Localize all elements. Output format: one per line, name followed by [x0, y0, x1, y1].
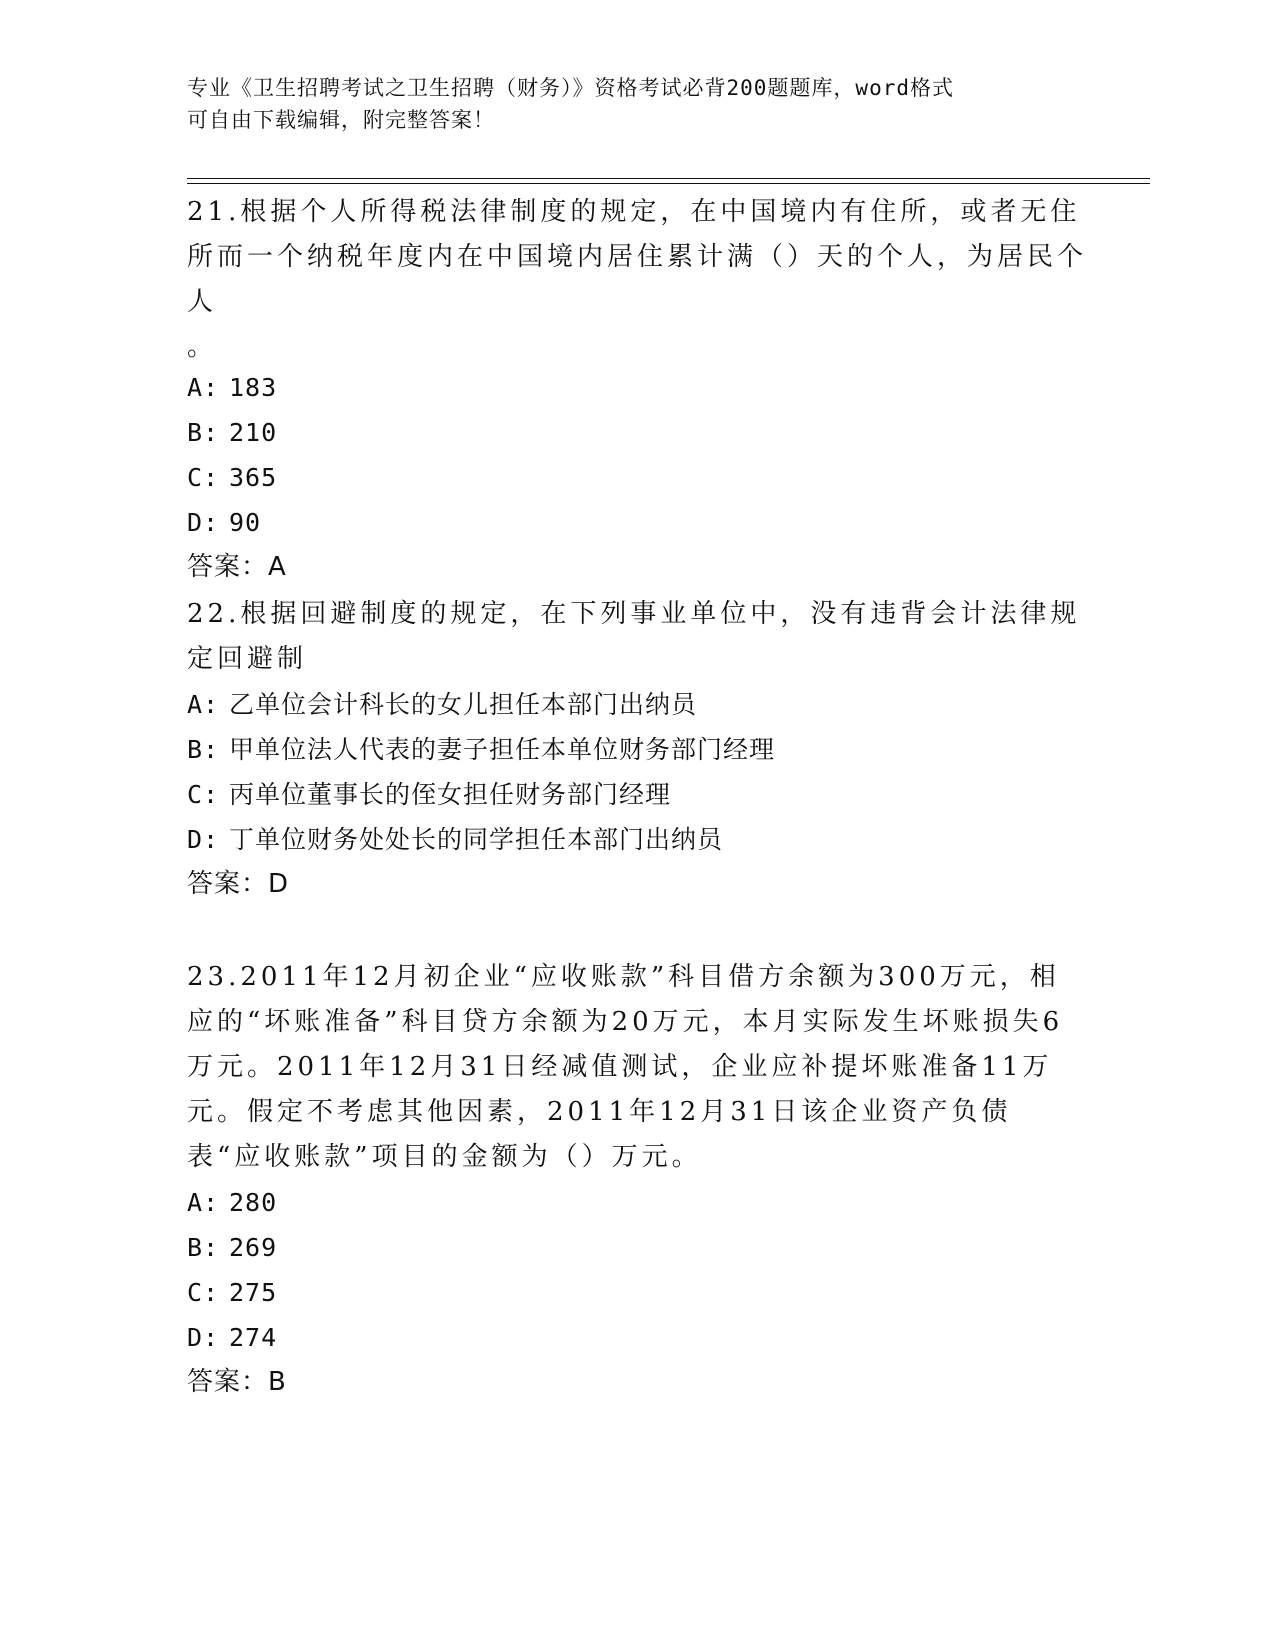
- option-a: [187, 682, 1087, 727]
- option-key: C:: [187, 780, 220, 809]
- option-a: [187, 1180, 1087, 1225]
- header-divider-bottom: [187, 183, 1150, 184]
- question-stem: 21.根据个人所得税法律制度的规定，在中国境内有住所，或者无住所而一个纳税年度内在中国境内居住累计满（）天的个人，为居民个人: [187, 197, 1088, 317]
- option-text: 丙单位董事长的侄女担任财务部门经理: [229, 780, 672, 809]
- option-b: [187, 1225, 1087, 1270]
- option-c: [187, 772, 1087, 817]
- option-text: 甲单位法人代表的妻子担任本单位财务部门经理: [229, 735, 776, 764]
- header-divider-top: [187, 178, 1150, 179]
- question-stem: 22.根据回避制度的规定，在下列事业单位中，没有违背会计法律规定回避制: [187, 599, 1081, 674]
- option-key: A:: [187, 1188, 220, 1217]
- header-title-line-2: 可自由下载编辑，附完整答案！: [187, 108, 495, 132]
- option-key: B:: [187, 1233, 220, 1262]
- option-text: 269: [229, 1233, 278, 1262]
- header-title-line-1: 专业《卫生招聘考试之卫生招聘（财务）》资格考试必背200题题库，word格式: [187, 76, 954, 100]
- option-b: [187, 727, 1087, 772]
- option-key: A:: [187, 690, 220, 719]
- option-text: 365: [229, 463, 278, 492]
- option-key: A:: [187, 373, 220, 402]
- option-key: D:: [187, 825, 220, 854]
- option-a: [187, 365, 1087, 410]
- option-d: [187, 817, 1087, 862]
- option-text: 乙单位会计科长的女儿担任本部门出纳员: [229, 690, 698, 719]
- option-text: 210: [229, 418, 278, 447]
- option-key: C:: [187, 463, 220, 492]
- option-text: 90: [229, 508, 262, 537]
- question-22: [187, 592, 1087, 907]
- option-b: [187, 410, 1087, 455]
- option-text: 274: [229, 1323, 278, 1352]
- option-key: C:: [187, 1278, 220, 1307]
- question-23: [187, 955, 1087, 1405]
- option-text: 丁单位财务处处长的同学担任本部门出纳员: [229, 825, 724, 854]
- answer-label: 答案：D: [187, 869, 290, 899]
- option-text: 183: [229, 373, 278, 402]
- question-21: [187, 190, 1087, 590]
- question-stem: 23.2011年12月初企业“应收账款”科目借方余额为300万元，相应的“坏账准备”科目贷方余额为20万元，本月实际发生坏账损失6万元。2011年12月31日经减值测试，企业应补提坏账准备11万元。假定不考虑其他因素，2011年12月31日该企业资产负债表“应收账款”项目的金额为（）万元。: [187, 962, 1064, 1172]
- option-text: 280: [229, 1188, 278, 1217]
- answer-label: 答案：B: [187, 1367, 287, 1397]
- option-d: [187, 1315, 1087, 1360]
- document-header: [187, 72, 1087, 136]
- option-c: [187, 455, 1087, 500]
- question-stem-tail: 。: [187, 332, 214, 362]
- option-key: B:: [187, 418, 220, 447]
- option-key: D:: [187, 508, 220, 537]
- option-d: [187, 500, 1087, 545]
- option-c: [187, 1270, 1087, 1315]
- answer-label: 答案：A: [187, 552, 287, 582]
- option-key: B:: [187, 735, 220, 764]
- option-text: 275: [229, 1278, 278, 1307]
- option-key: D:: [187, 1323, 220, 1352]
